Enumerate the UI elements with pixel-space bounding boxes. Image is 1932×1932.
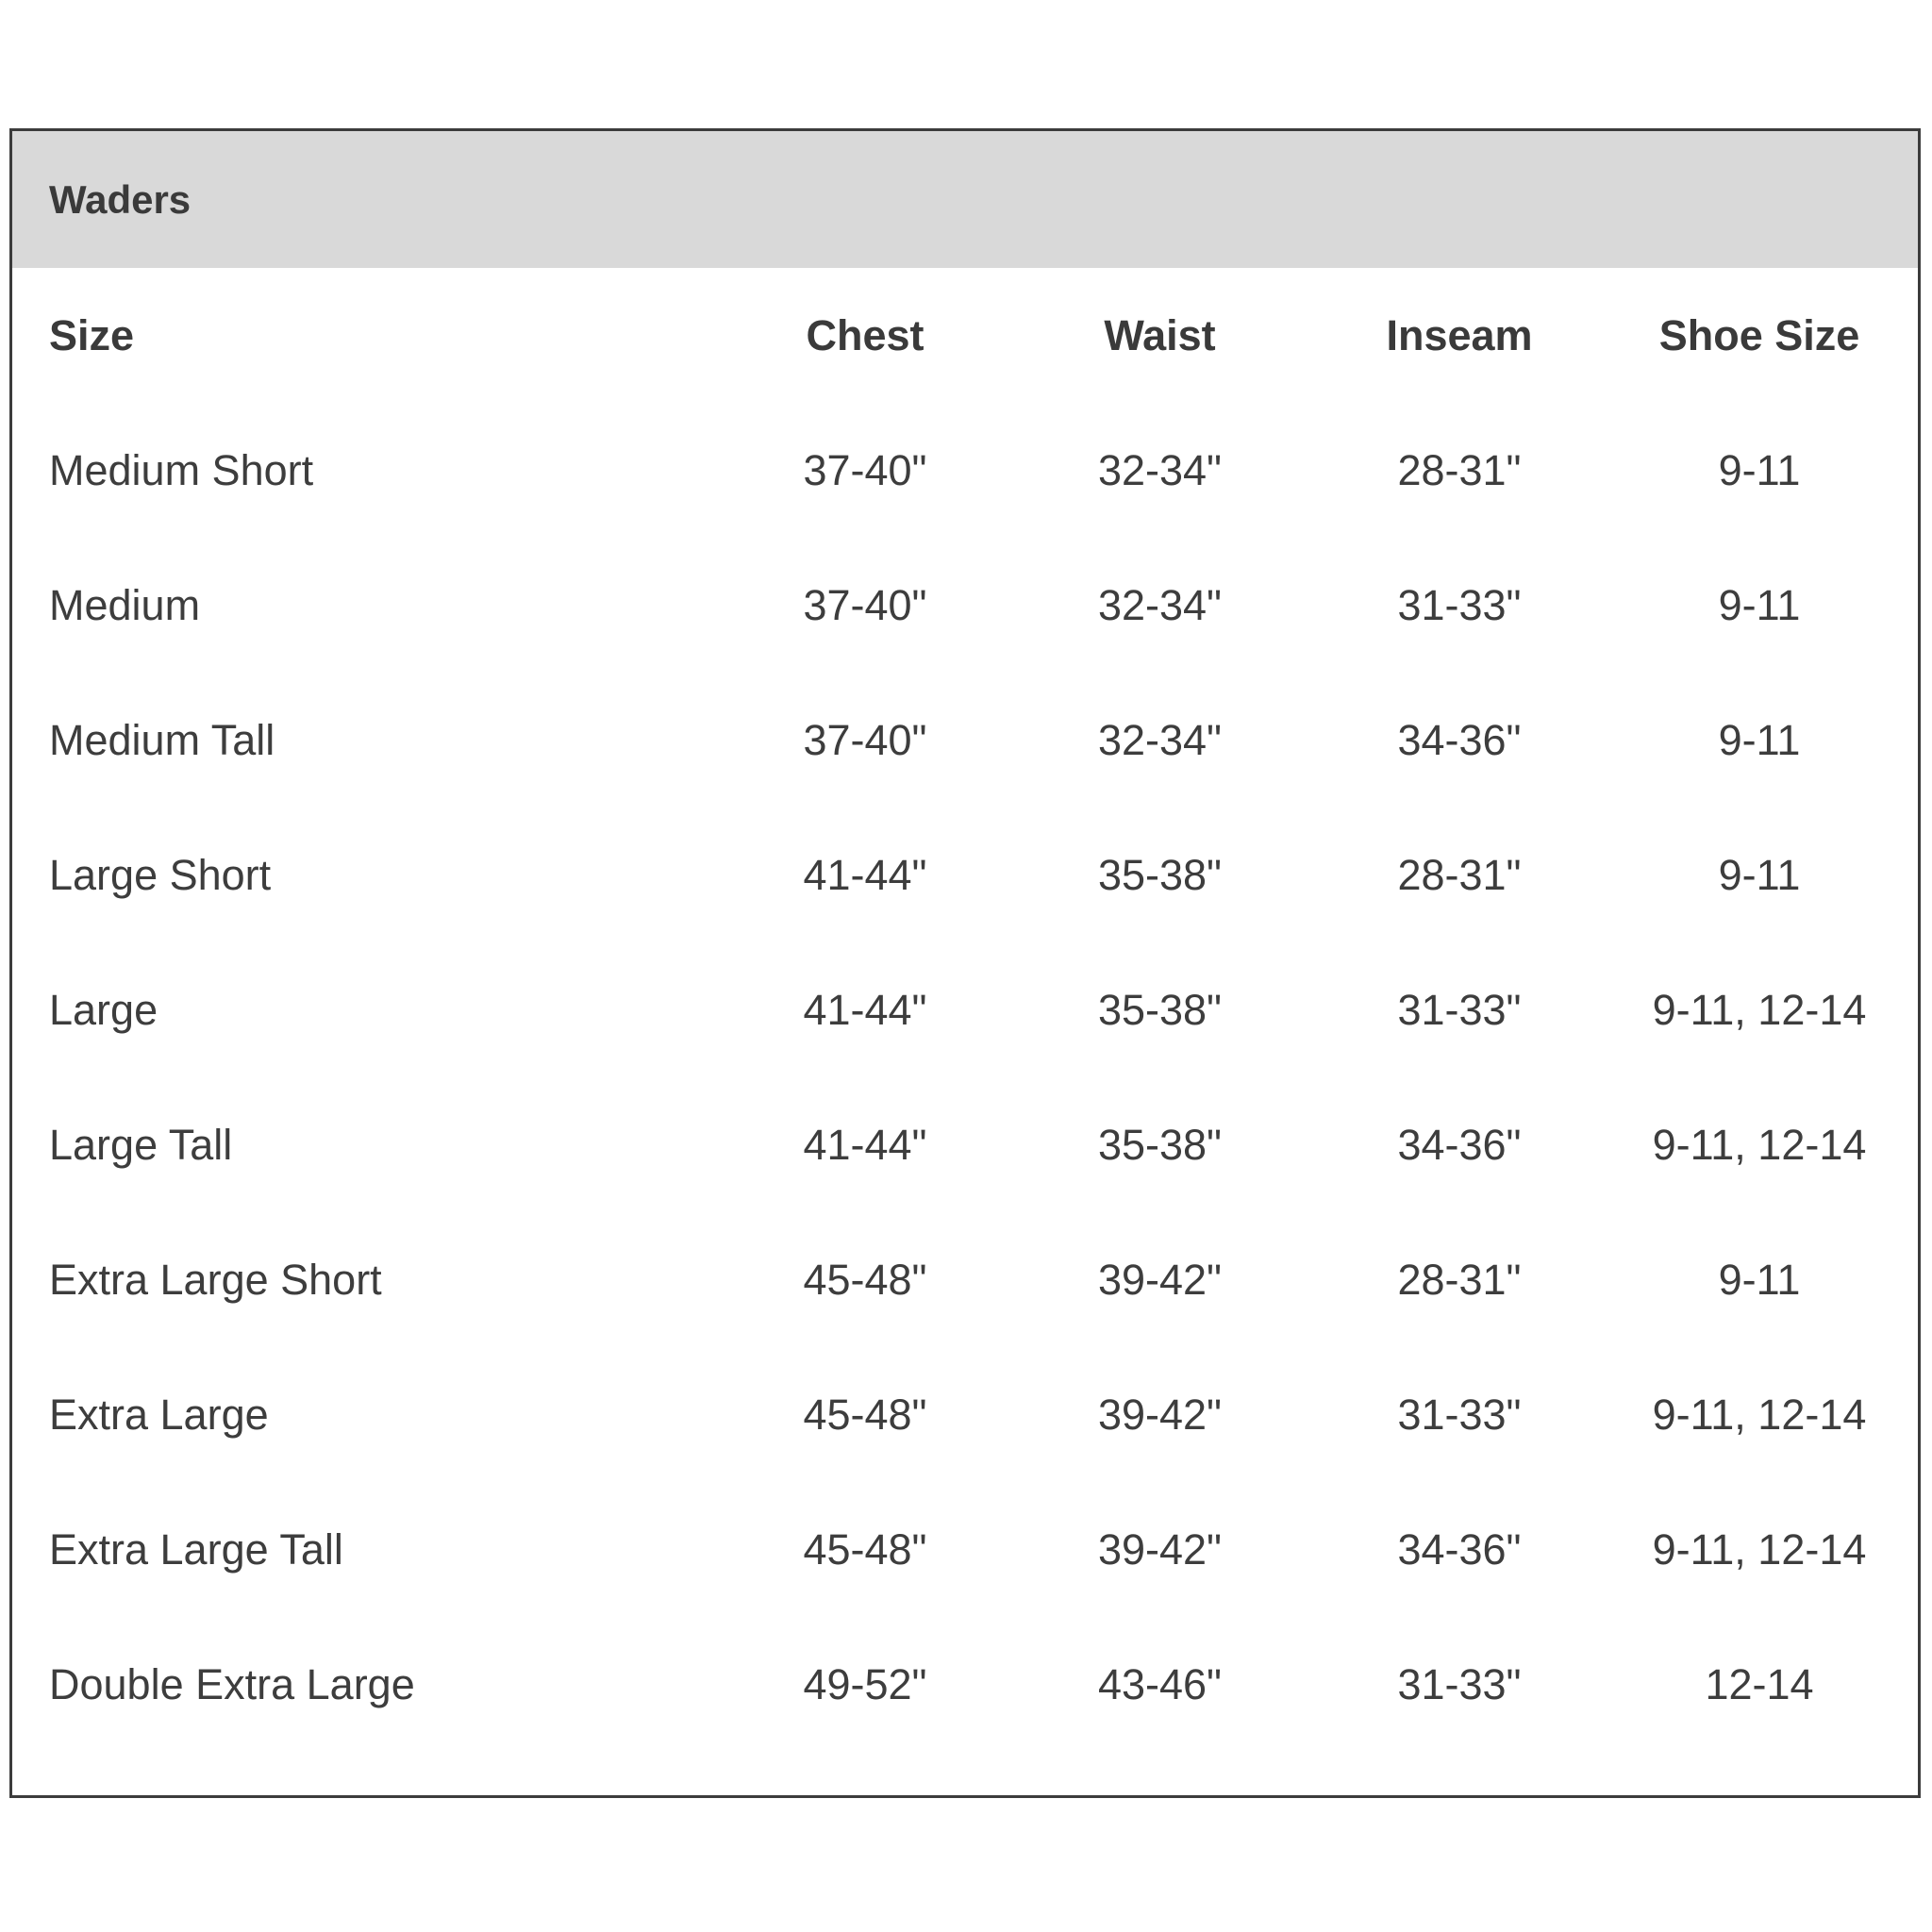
inseam-cell: 28-31" <box>1397 1255 1522 1304</box>
waist-cell: 43-46" <box>1097 1659 1223 1708</box>
shoe-size-cell: 9-11 <box>1718 445 1801 494</box>
table-row <box>12 403 1918 538</box>
column-header-inseam: Inseam <box>1386 310 1533 359</box>
shoe-size-cell: 9-11, 12-14 <box>1652 1524 1867 1574</box>
chest-cell: 41-44" <box>803 985 927 1034</box>
size-cell: Large Tall <box>49 1120 233 1169</box>
chest-cell: 45-48" <box>803 1255 927 1304</box>
column-header-shoe-size: Shoe Size <box>1658 310 1860 359</box>
table-body <box>12 403 1918 1752</box>
inseam-cell: 31-33" <box>1397 1390 1522 1439</box>
table-row <box>12 538 1918 673</box>
size-cell: Extra Large Short <box>49 1255 382 1304</box>
chest-cell: 49-52" <box>803 1659 927 1708</box>
shoe-size-cell: 9-11 <box>1718 715 1801 764</box>
shoe-size-cell: 9-11, 12-14 <box>1652 1120 1867 1169</box>
table-row <box>12 942 1918 1077</box>
size-table <box>12 268 1918 1752</box>
waist-cell: 32-34" <box>1097 580 1223 629</box>
table-row <box>12 673 1918 808</box>
column-header-waist: Waist <box>1104 310 1216 359</box>
chest-cell: 45-48" <box>803 1390 927 1439</box>
table-row <box>12 1482 1918 1617</box>
shoe-size-cell: 9-11, 12-14 <box>1652 985 1867 1034</box>
chest-cell: 37-40" <box>803 715 927 764</box>
inseam-cell: 28-31" <box>1397 445 1522 494</box>
size-cell: Large <box>49 985 158 1034</box>
table-row <box>12 808 1918 942</box>
waist-cell: 32-34" <box>1097 715 1223 764</box>
size-cell: Medium Short <box>49 445 314 494</box>
inseam-cell: 28-31" <box>1397 850 1522 899</box>
table-row <box>12 1347 1918 1482</box>
waist-cell: 35-38" <box>1097 985 1223 1034</box>
table-row <box>12 1617 1918 1752</box>
inseam-cell: 34-36" <box>1397 1120 1522 1169</box>
inseam-cell: 31-33" <box>1397 1659 1522 1708</box>
table-header-row <box>12 268 1918 403</box>
inseam-cell: 34-36" <box>1397 1524 1522 1574</box>
chart-title: Waders <box>49 176 192 222</box>
waist-cell: 39-42" <box>1097 1390 1223 1439</box>
chest-cell: 45-48" <box>803 1524 927 1574</box>
column-header-chest: Chest <box>806 310 924 359</box>
inseam-cell: 31-33" <box>1397 985 1522 1034</box>
chest-cell: 41-44" <box>803 850 927 899</box>
size-cell: Extra Large <box>49 1390 269 1439</box>
shoe-size-cell: 12-14 <box>1705 1659 1814 1708</box>
inseam-cell: 31-33" <box>1397 580 1522 629</box>
chest-cell: 37-40" <box>803 445 927 494</box>
waist-cell: 32-34" <box>1097 445 1223 494</box>
shoe-size-cell: 9-11 <box>1718 580 1801 629</box>
table-row <box>12 1077 1918 1212</box>
shoe-size-cell: 9-11 <box>1718 850 1801 899</box>
chest-cell: 41-44" <box>803 1120 927 1169</box>
waist-cell: 39-42" <box>1097 1255 1223 1304</box>
table-row <box>12 1212 1918 1347</box>
waist-cell: 35-38" <box>1097 850 1223 899</box>
shoe-size-cell: 9-11 <box>1718 1255 1801 1304</box>
column-header-size: Size <box>49 310 135 359</box>
size-cell: Large Short <box>49 850 272 899</box>
inseam-cell: 34-36" <box>1397 715 1522 764</box>
size-cell: Medium <box>49 580 201 629</box>
shoe-size-cell: 9-11, 12-14 <box>1652 1390 1867 1439</box>
chart-header <box>12 131 1918 268</box>
size-chart <box>9 128 1921 1798</box>
size-cell: Extra Large Tall <box>49 1524 343 1574</box>
size-cell: Medium Tall <box>49 715 275 764</box>
waist-cell: 39-42" <box>1097 1524 1223 1574</box>
size-cell: Double Extra Large <box>49 1659 415 1708</box>
waist-cell: 35-38" <box>1097 1120 1223 1169</box>
chest-cell: 37-40" <box>803 580 927 629</box>
